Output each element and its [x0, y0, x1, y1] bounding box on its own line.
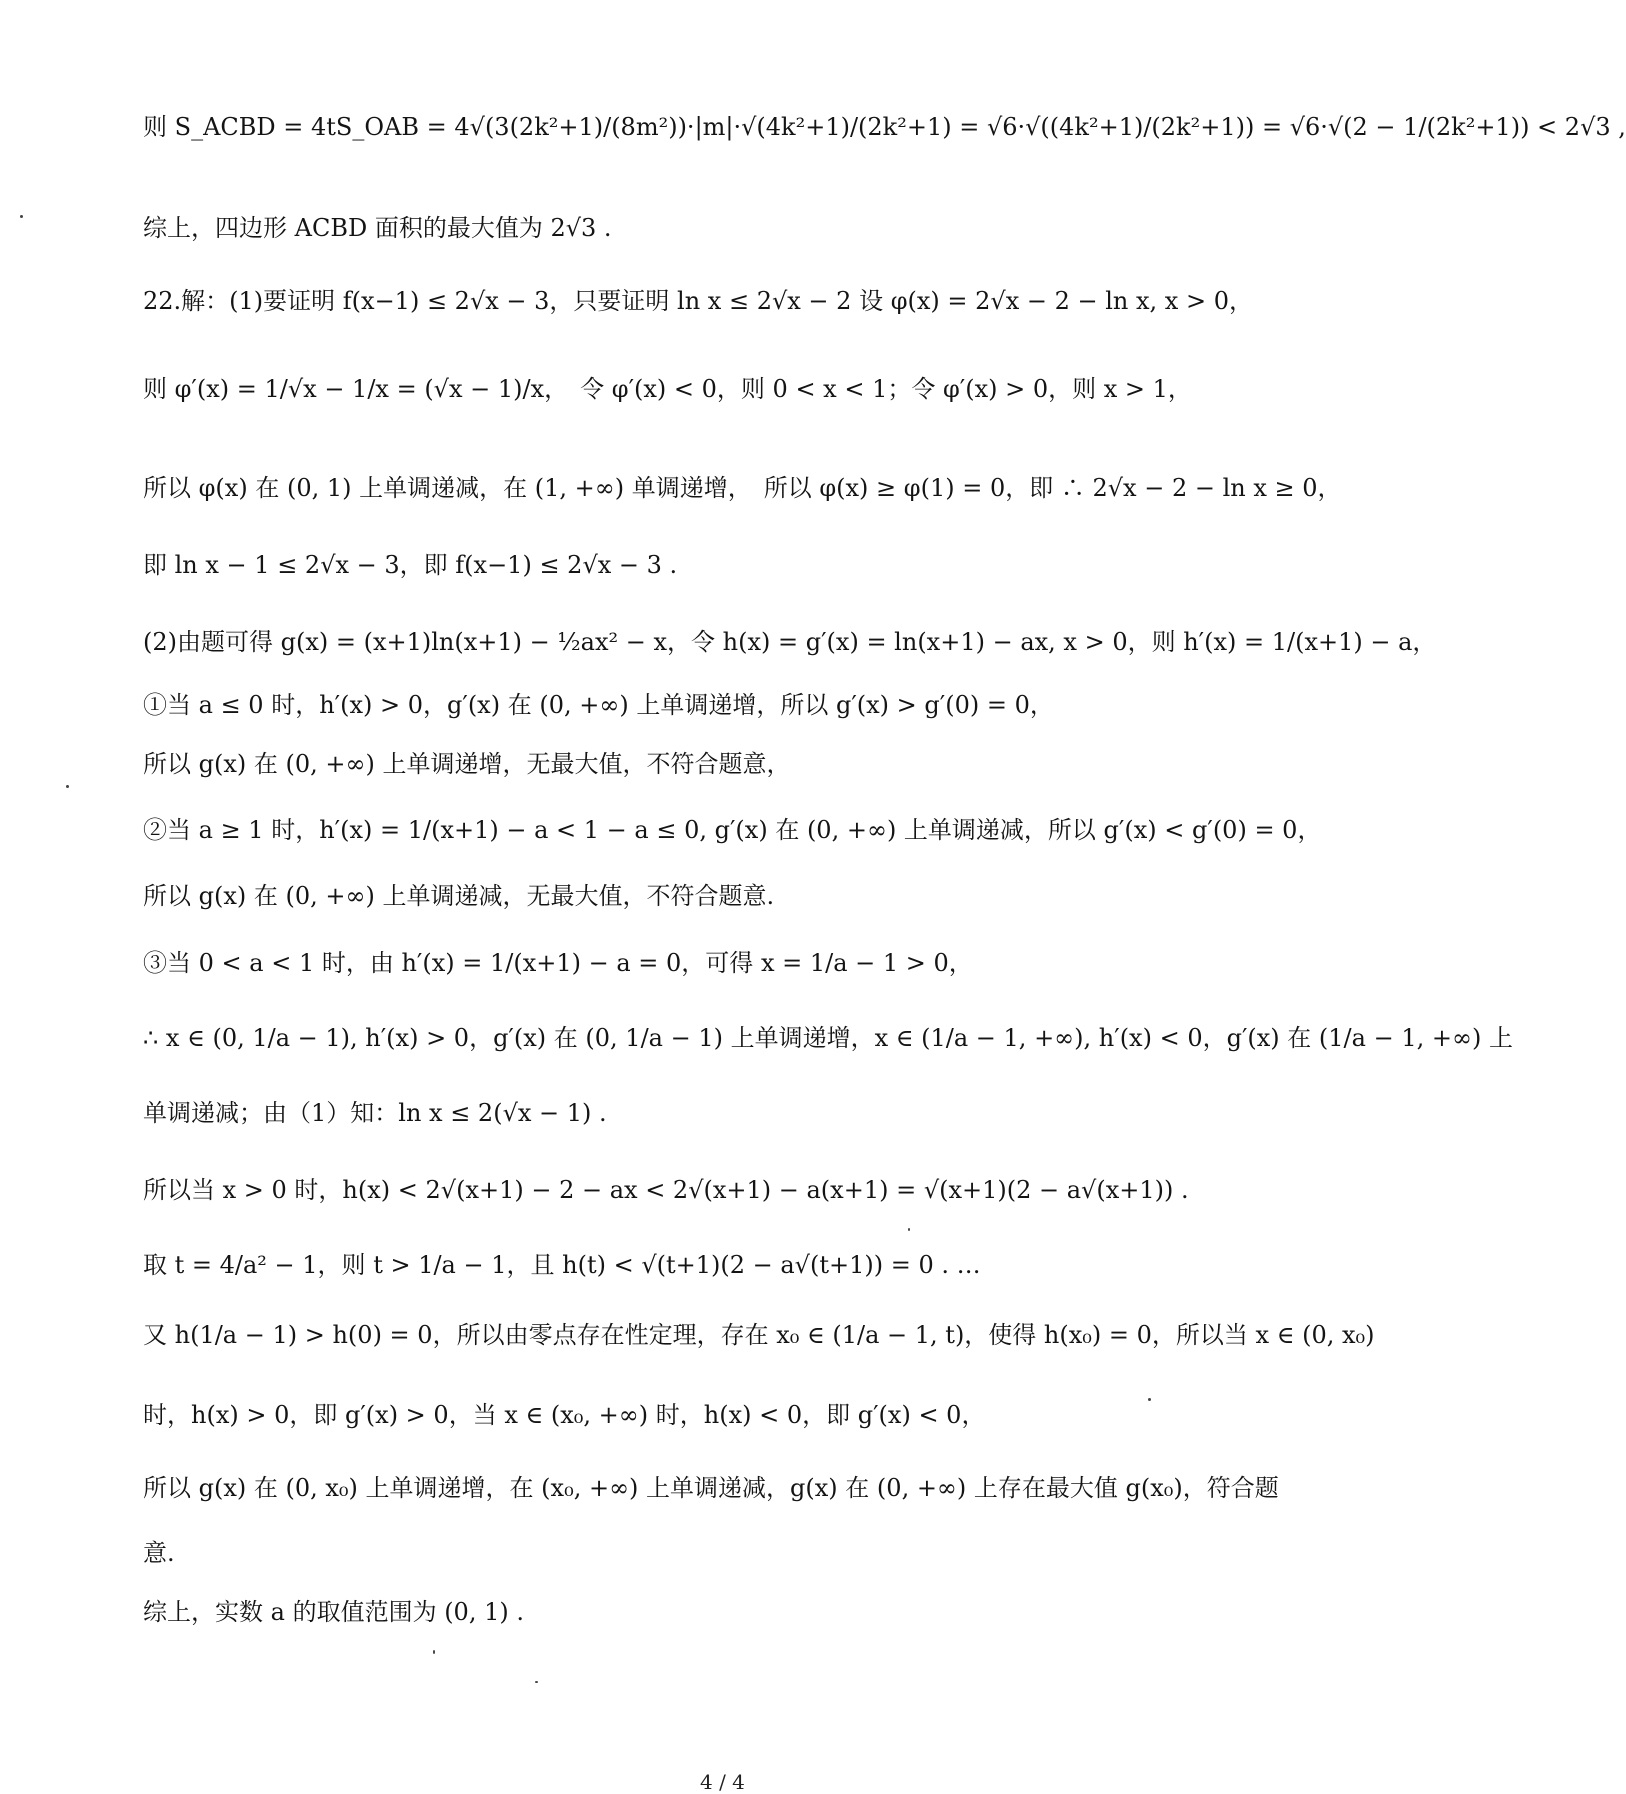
- page-number: 4 / 4: [700, 1770, 745, 1794]
- part1-conclusion-line: 即 ln x − 1 ≤ 2√x − 3，即 f(x−1) ≤ 2√x − 3 .: [143, 551, 678, 579]
- final-conclusion: 综上，实数 a 的取值范围为 (0, 1) .: [143, 1598, 524, 1626]
- scan-speck: [1148, 1398, 1151, 1401]
- phi-monotonicity-line: 所以 φ(x) 在 (0, 1) 上单调递减，在 (1, +∞) 单调递增， 所以 φ(x) ≥ φ(1) = 0，即 ∴ 2√x − 2 − ln x ≥ 0，: [143, 474, 1342, 502]
- case1-line: ①当 a ≤ 0 时，h′(x) > 0，g′(x) 在 (0, +∞) 上单调递增，所以 g′(x) > g′(0) = 0，: [143, 691, 1054, 719]
- q22-part1-statement: 22.解：(1)要证明 f(x−1) ≤ 2√x − 3，只要证明 ln x ≤ 2√x − 2 设 φ(x) = 2√x − 2 − ln x, x > 0，: [143, 287, 1253, 315]
- scan-speck: [20, 215, 23, 218]
- zero-existence-line: 又 h(1/a − 1) > h(0) = 0，所以由零点存在性定理，存在 x₀ ∈ (1/a − 1, t)，使得 h(x₀) = 0，所以当 x ∈ (0, x₀): [143, 1321, 1375, 1349]
- max-value-line: 所以 g(x) 在 (0, x₀) 上单调递增，在 (x₀, +∞) 上单调递减，g(x) 在 (0, +∞) 上存在最大值 g(x₀)，符合题: [143, 1474, 1279, 1502]
- case2-conclusion: 所以 g(x) 在 (0, +∞) 上单调递减，无最大值，不符合题意.: [143, 882, 775, 910]
- area-max-conclusion: 综上，四边形 ACBD 面积的最大值为 2√3 .: [143, 214, 612, 242]
- case1-conclusion: 所以 g(x) 在 (0, +∞) 上单调递增，无最大值，不符合题意，: [143, 750, 791, 778]
- area-expression-line: 则 S_ACBD = 4tS_OAB = 4√(3(2k²+1)/(8m²))·|m|·√(4k²+1)/(2k²+1) = √6·√((4k²+1)/(2k²+1)) = √6·√(2 − 1/(2k²+1)) < 2√3 ,: [143, 113, 1626, 141]
- derivative-phi-line: 则 φ′(x) = 1/√x − 1/x = (√x − 1)/x， 令 φ′(x) < 0，则 0 < x < 1；令 φ′(x) > 0，则 x > 1，: [143, 375, 1192, 403]
- case2-line: ②当 a ≥ 1 时，h′(x) = 1/(x+1) − a < 1 − a ≤ 0, g′(x) 在 (0, +∞) 上单调递减，所以 g′(x) < g′(0) = 0，: [143, 816, 1322, 844]
- scan-speck: [433, 1650, 435, 1654]
- scan-speck: [908, 1228, 910, 1231]
- part2-setup-line: (2)由题可得 g(x) = (x+1)ln(x+1) − ½ax² − x，令 h(x) = g′(x) = ln(x+1) − ax, x > 0，则 h′(x) = 1/(x+1) − a，: [143, 628, 1437, 656]
- choose-t-line: 取 t = 4/a² − 1，则 t > 1/a − 1，且 h(t) < √(t+1)(2 − a√(t+1)) = 0 . …: [143, 1251, 981, 1279]
- sign-analysis-line: 时，h(x) > 0，即 g′(x) > 0，当 x ∈ (x₀, +∞) 时，h(x) < 0，即 g′(x) < 0，: [143, 1401, 986, 1429]
- scan-speck: [66, 785, 69, 788]
- max-value-line-end: 意.: [143, 1539, 175, 1567]
- case3-continuation: 单调递减；由（1）知：ln x ≤ 2(√x − 1) .: [143, 1099, 607, 1127]
- case3-intervals-line: ∴ x ∈ (0, 1/a − 1), h′(x) > 0，g′(x) 在 (0, 1/a − 1) 上单调递增，x ∈ (1/a − 1, +∞), h′(x) < 0，g′(x) 在 (1/a − 1, +∞) 上: [143, 1024, 1513, 1052]
- case3-line: ③当 0 < a < 1 时，由 h′(x) = 1/(x+1) − a = 0，可得 x = 1/a − 1 > 0，: [143, 949, 973, 977]
- scan-speck: [535, 1681, 538, 1683]
- h-bound-line: 所以当 x > 0 时，h(x) < 2√(x+1) − 2 − ax < 2√(x+1) − a(x+1) = √(x+1)(2 − a√(x+1)) .: [143, 1176, 1189, 1204]
